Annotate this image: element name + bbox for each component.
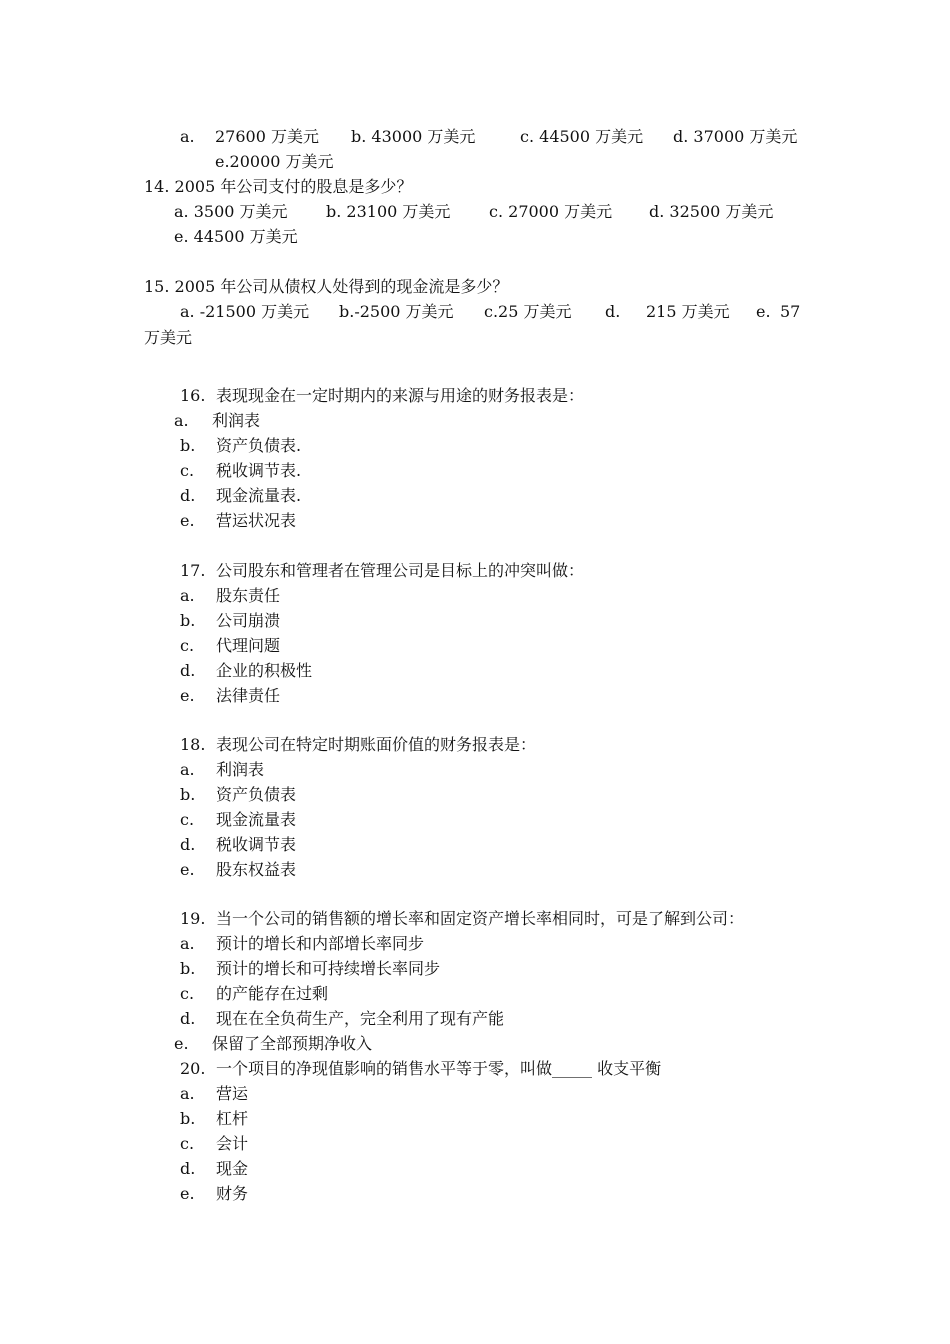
q14-stem: 14. 2005 年公司支付的股息是多少？ (144, 177, 413, 196)
q20-option-c-text: 会计 (216, 1134, 249, 1153)
q20-stem: 一个项目的净现值影响的销售水平等于零，叫做_____ 收支平衡 (216, 1059, 662, 1078)
q17-option-e-letter: e. (180, 686, 195, 705)
q15-option-e-letter: e. (756, 302, 771, 321)
q13-option-c: c. 44500 万美元 (520, 127, 644, 146)
q13-option-b: b. 43000 万美元 (351, 127, 476, 146)
q20-number: 20. (180, 1059, 206, 1078)
q16-stem: 表现现金在一定时期内的来源与用途的财务报表是： (216, 386, 585, 405)
q16-option-b-letter: b. (180, 436, 196, 455)
q20-option-d-letter: d. (180, 1159, 196, 1178)
q19-option-c-letter: c. (180, 984, 195, 1003)
q17-number: 17. (180, 561, 206, 580)
q14-option-a: a. 3500 万美元 (174, 202, 288, 221)
q19-stem: 当一个公司的销售额的增长率和固定资产增长率相同时，可是了解到公司： (216, 909, 745, 928)
q14-option-b: b. 23100 万美元 (326, 202, 451, 221)
q15-option-b: b.-2500 万美元 (339, 302, 454, 321)
q20-option-e-text: 财务 (216, 1184, 249, 1203)
q16-option-e-letter: e. (180, 511, 195, 530)
q20-option-c-letter: c. (180, 1134, 195, 1153)
q17-option-b-letter: b. (180, 611, 196, 630)
q13-option-d: d. 37000 万美元 (673, 127, 798, 146)
q17-option-b-text: 公司崩溃 (216, 611, 281, 630)
q17-option-e-text: 法律责任 (216, 686, 281, 705)
q14-option-c: c. 27000 万美元 (489, 202, 613, 221)
q19-option-d-text: 现在在全负荷生产，完全利用了现有产能 (216, 1009, 505, 1028)
q17-option-c-text: 代理问题 (216, 636, 281, 655)
q15-option-d-letter: d. (605, 302, 621, 321)
q19-option-b-letter: b. (180, 959, 196, 978)
q15-option-e-continued: 万美元 (144, 328, 193, 347)
q18-option-c-text: 现金流量表 (216, 810, 297, 829)
q16-option-e-text: 营运状况表 (216, 511, 297, 530)
q19-option-e-letter: e. (174, 1034, 189, 1053)
q20-option-b-letter: b. (180, 1109, 196, 1128)
q16-option-d-text: 现金流量表. (216, 486, 302, 505)
q15-option-c: c.25 万美元 (484, 302, 572, 321)
q17-option-d-text: 企业的积极性 (216, 661, 313, 680)
q18-option-e-letter: e. (180, 860, 195, 879)
q19-number: 19. (180, 909, 206, 928)
q15-option-a: a. -21500 万美元 (180, 302, 310, 321)
q19-option-a-text: 预计的增长和内部增长率同步 (216, 934, 425, 953)
q20-option-a-letter: a. (180, 1084, 195, 1103)
q14-option-d: d. 32500 万美元 (649, 202, 774, 221)
q20-option-d-text: 现金 (216, 1159, 249, 1178)
q20-option-a-text: 营运 (216, 1084, 249, 1103)
q15-option-e-text: 57 (780, 302, 801, 321)
q17-option-c-letter: c. (180, 636, 195, 655)
q16-option-a-letter: a. (174, 411, 189, 430)
q18-option-a-text: 利润表 (216, 760, 265, 779)
q20-option-e-letter: e. (180, 1184, 195, 1203)
q19-option-c-text: 的产能存在过剩 (216, 984, 329, 1003)
q16-number: 16. (180, 386, 206, 405)
q17-option-a-text: 股东责任 (216, 586, 281, 605)
q14-option-e: e. 44500 万美元 (174, 227, 298, 246)
q18-stem: 表现公司在特定时期账面价值的财务报表是： (216, 735, 537, 754)
q19-option-b-text: 预计的增长和可持续增长率同步 (216, 959, 441, 978)
q15-stem: 15. 2005 年公司从债权人处得到的现金流是多少？ (144, 277, 509, 296)
q18-option-e-text: 股东权益表 (216, 860, 297, 879)
q16-option-c-letter: c. (180, 461, 195, 480)
q19-option-a-letter: a. (180, 934, 195, 953)
q16-option-a-text: 利润表 (212, 411, 261, 430)
q17-option-a-letter: a. (180, 586, 195, 605)
q18-option-b-text: 资产负债表 (216, 785, 297, 804)
q19-option-e-text: 保留了全部预期净收入 (212, 1034, 373, 1053)
q13-option-a-letter: a. (180, 127, 195, 146)
q19-option-d-letter: d. (180, 1009, 196, 1028)
q18-option-d-letter: d. (180, 835, 196, 854)
q13-option-e: e.20000 万美元 (215, 152, 334, 171)
q16-option-b-text: 资产负债表. (216, 436, 302, 455)
q18-option-a-letter: a. (180, 760, 195, 779)
q18-option-c-letter: c. (180, 810, 195, 829)
q15-option-d-text: 215 万美元 (646, 302, 730, 321)
q17-stem: 公司股东和管理者在管理公司是目标上的冲突叫做： (216, 561, 585, 580)
q18-option-d-text: 税收调节表 (216, 835, 297, 854)
q20-option-b-text: 杠杆 (216, 1109, 249, 1128)
q13-option-a-text: 27600 万美元 (215, 127, 319, 146)
q16-option-c-text: 税收调节表. (216, 461, 302, 480)
q17-option-d-letter: d. (180, 661, 196, 680)
q18-option-b-letter: b. (180, 785, 196, 804)
q18-number: 18. (180, 735, 206, 754)
q16-option-d-letter: d. (180, 486, 196, 505)
